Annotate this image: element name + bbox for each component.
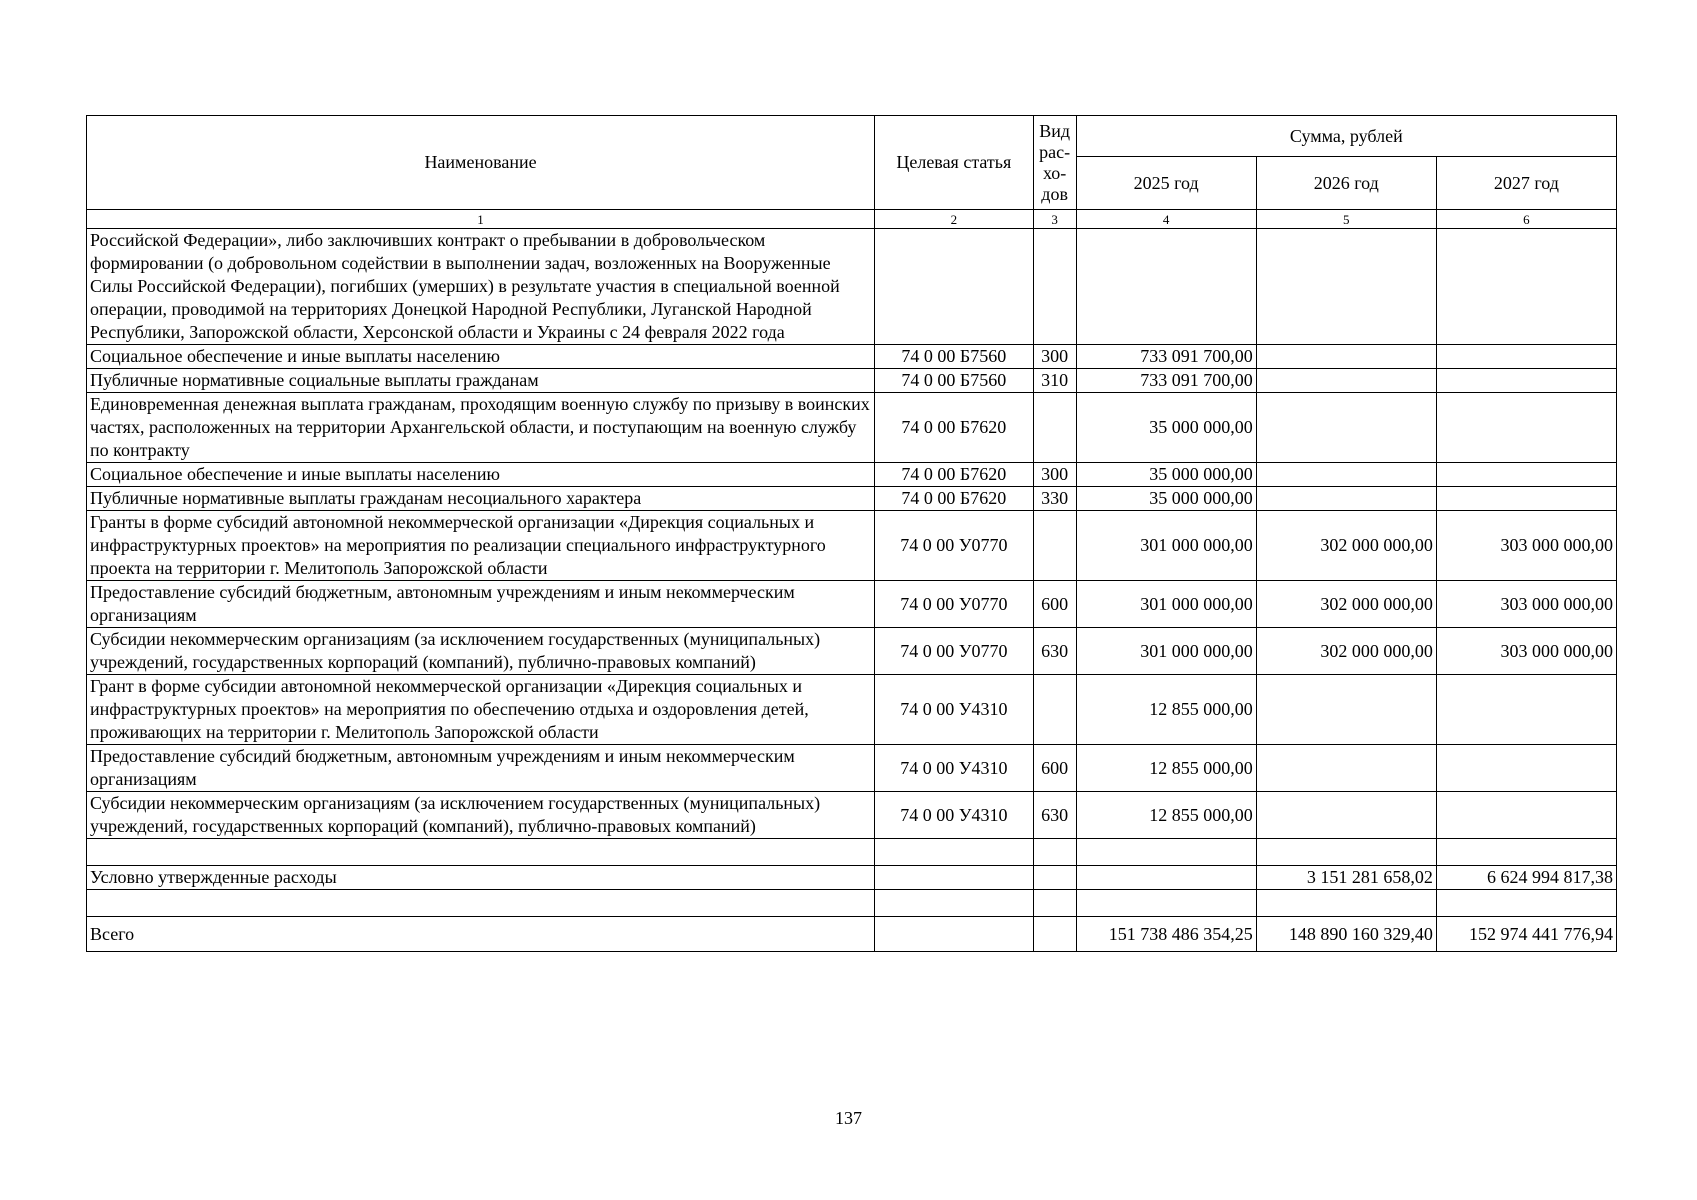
row-vid (1033, 675, 1076, 745)
total-sum-2025: 151 738 486 354,25 (1076, 917, 1256, 952)
row-name: Субсидии некоммерческим организациям (за исключением государственных (муниципальных) учреждений, государственных корпораций (компаний), публично-правовых компаний) (87, 628, 875, 675)
spacer-row (87, 890, 1617, 917)
row-sum-2025: 733 091 700,00 (1076, 345, 1256, 369)
row-vid (1033, 229, 1076, 345)
column-number: 3 (1033, 210, 1076, 229)
row-sum-2027 (1436, 675, 1616, 745)
row-code: 74 0 00 Б7560 (875, 369, 1034, 393)
column-number: 2 (875, 210, 1034, 229)
row-sum-2025: 301 000 000,00 (1076, 628, 1256, 675)
table-row (87, 581, 1617, 628)
header-target-article: Целевая статья (875, 116, 1034, 210)
row-vid: 600 (1033, 581, 1076, 628)
column-number: 1 (87, 210, 875, 229)
row-name: Публичные нормативные выплаты гражданам несоциального характера (87, 487, 875, 511)
header-year-2026: 2026 год (1256, 157, 1436, 210)
header-sum: Сумма, рублей (1076, 116, 1616, 157)
row-name: Грант в форме субсидии автономной некоммерческой организации «Дирекция социальных и инфраструктурных проектов» на мероприятия по обеспечению отдыха и оздоровления детей, проживающих на территории г. Мелитополь Запорожской области (87, 675, 875, 745)
row-sum-2027 (1436, 345, 1616, 369)
spacer-row (87, 839, 1617, 866)
row-sum-2025: 733 091 700,00 (1076, 369, 1256, 393)
conditional-sum-2027: 6 624 994 817,38 (1436, 866, 1616, 890)
header-year-2027: 2027 год (1436, 157, 1616, 210)
table-row (87, 511, 1617, 581)
conditional-expenses-row (87, 866, 1617, 890)
column-number-row (87, 210, 1617, 229)
row-sum-2025: 12 855 000,00 (1076, 792, 1256, 839)
row-name: Единовременная денежная выплата гражданам, проходящим военную службу по призыву в воинских частях, расположенных на территории Архангельской области, и поступающим на военную службу по контракту (87, 393, 875, 463)
row-sum-2025: 35 000 000,00 (1076, 393, 1256, 463)
table-row (87, 487, 1617, 511)
row-vid: 630 (1033, 792, 1076, 839)
row-sum-2027: 303 000 000,00 (1436, 628, 1616, 675)
row-sum-2026 (1256, 675, 1436, 745)
total-sum-2026: 148 890 160 329,40 (1256, 917, 1436, 952)
row-sum-2027 (1436, 487, 1616, 511)
row-sum-2027 (1436, 229, 1616, 345)
row-name: Предоставление субсидий бюджетным, автономным учреждениям и иным некоммерческим организациям (87, 745, 875, 792)
row-sum-2027: 303 000 000,00 (1436, 581, 1616, 628)
header-name: Наименование (87, 116, 875, 210)
row-name: Социальное обеспечение и иные выплаты населению (87, 463, 875, 487)
row-code: 74 0 00 У0770 (875, 581, 1034, 628)
row-sum-2025: 12 855 000,00 (1076, 675, 1256, 745)
budget-table (86, 115, 1617, 952)
row-name: Публичные нормативные социальные выплаты гражданам (87, 369, 875, 393)
total-sum-2027: 152 974 441 776,94 (1436, 917, 1616, 952)
total-row (87, 917, 1617, 952)
row-sum-2026: 302 000 000,00 (1256, 511, 1436, 581)
row-sum-2027 (1436, 745, 1616, 792)
row-sum-2026: 302 000 000,00 (1256, 628, 1436, 675)
row-sum-2026 (1256, 745, 1436, 792)
conditional-sum-2026: 3 151 281 658,02 (1256, 866, 1436, 890)
table-row (87, 628, 1617, 675)
row-code: 74 0 00 Б7560 (875, 345, 1034, 369)
row-sum-2026 (1256, 345, 1436, 369)
row-sum-2025: 35 000 000,00 (1076, 487, 1256, 511)
row-vid: 600 (1033, 745, 1076, 792)
conditional-expenses-label: Условно утвержденные расходы (87, 866, 875, 890)
row-sum-2026 (1256, 792, 1436, 839)
row-sum-2026 (1256, 229, 1436, 345)
row-name: Гранты в форме субсидий автономной некоммерческой организации «Дирекция социальных и инфраструктурных проектов» на мероприятия по реализации специального инфраструктурного проекта на территории г. Мелитополь Запорожской области (87, 511, 875, 581)
row-sum-2025: 12 855 000,00 (1076, 745, 1256, 792)
row-vid: 630 (1033, 628, 1076, 675)
total-label: Всего (87, 917, 875, 952)
column-number: 6 (1436, 210, 1616, 229)
row-code: 74 0 00 Б7620 (875, 487, 1034, 511)
row-sum-2025: 301 000 000,00 (1076, 581, 1256, 628)
row-sum-2025: 35 000 000,00 (1076, 463, 1256, 487)
row-sum-2027 (1436, 369, 1616, 393)
row-sum-2026 (1256, 369, 1436, 393)
row-vid (1033, 393, 1076, 463)
row-sum-2027 (1436, 792, 1616, 839)
header-expense-type: Вид рас-хо-дов (1033, 116, 1076, 210)
row-code: 74 0 00 У4310 (875, 675, 1034, 745)
row-sum-2027 (1436, 393, 1616, 463)
table-row (87, 369, 1617, 393)
row-code: 74 0 00 У0770 (875, 628, 1034, 675)
row-code: 74 0 00 У0770 (875, 511, 1034, 581)
row-sum-2026: 302 000 000,00 (1256, 581, 1436, 628)
row-code: 74 0 00 У4310 (875, 745, 1034, 792)
table-row (87, 675, 1617, 745)
table-row (87, 463, 1617, 487)
row-sum-2027: 303 000 000,00 (1436, 511, 1616, 581)
table-row (87, 792, 1617, 839)
table-row (87, 393, 1617, 463)
row-code (875, 229, 1034, 345)
table-row (87, 745, 1617, 792)
row-name: Предоставление субсидий бюджетным, автономным учреждениям и иным некоммерческим организациям (87, 581, 875, 628)
row-name: Российской Федерации», либо заключивших контракт о пребывании в добровольческом формировании (о добровольном содействии в выполнении задач, возложенных на Вооруженные Силы Российской Федерации), погибших (умерших) в результате участия в специальной военной операции, проводимой на территориях Донецкой Народной Республики, Луганской Народной Республики, Запорожской области, Херсонской области и Украины с 24 февраля 2022 года (87, 229, 875, 345)
row-sum-2026 (1256, 393, 1436, 463)
row-sum-2025 (1076, 229, 1256, 345)
row-name: Социальное обеспечение и иные выплаты населению (87, 345, 875, 369)
row-sum-2025: 301 000 000,00 (1076, 511, 1256, 581)
row-sum-2026 (1256, 487, 1436, 511)
row-vid: 300 (1033, 345, 1076, 369)
column-number: 5 (1256, 210, 1436, 229)
row-sum-2027 (1436, 463, 1616, 487)
row-name: Субсидии некоммерческим организациям (за исключением государственных (муниципальных) учреждений, государственных корпораций (компаний), публично-правовых компаний) (87, 792, 875, 839)
row-sum-2026 (1256, 463, 1436, 487)
table-row (87, 345, 1617, 369)
header-year-2025: 2025 год (1076, 157, 1256, 210)
row-vid: 300 (1033, 463, 1076, 487)
row-vid: 330 (1033, 487, 1076, 511)
table-row (87, 229, 1617, 345)
row-code: 74 0 00 У4310 (875, 792, 1034, 839)
row-code: 74 0 00 Б7620 (875, 393, 1034, 463)
row-vid: 310 (1033, 369, 1076, 393)
row-vid (1033, 511, 1076, 581)
page-number: 137 (835, 1108, 862, 1128)
row-code: 74 0 00 Б7620 (875, 463, 1034, 487)
column-number: 4 (1076, 210, 1256, 229)
